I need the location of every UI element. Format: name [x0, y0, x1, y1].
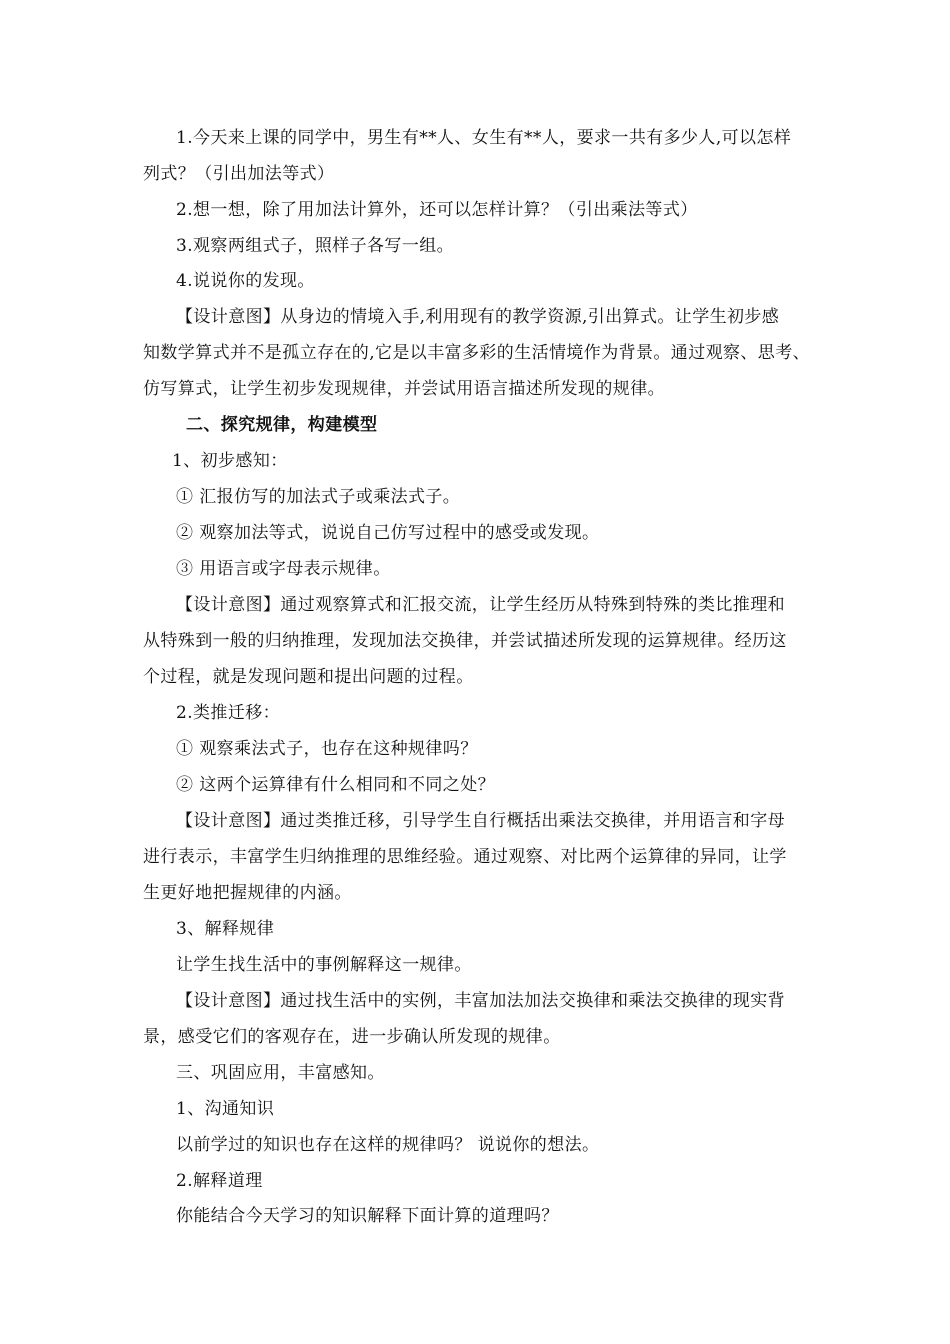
text-line: 你能结合今天学习的知识解释下面计算的道理吗？ [176, 1206, 559, 1226]
subsection-title: 1、初步感知： [172, 451, 288, 471]
list-item: ② 观察加法等式，说说自己仿写过程中的感受或发现。 [176, 523, 600, 543]
text-line: 4.说说你的发现。 [176, 271, 315, 291]
text-line: 列式？（引出加法等式） [143, 164, 335, 184]
subsection-title: 1、沟通知识 [176, 1099, 275, 1119]
text-line: 仿写算式，让学生初步发现规律，并尝试用语言描述所发现的规律。 [143, 379, 665, 399]
text-line: 让学生找生活中的事例解释这一规律。 [176, 955, 472, 975]
text-line: 景，感受它们的客观存在，进一步确认所发现的规律。 [143, 1027, 561, 1047]
text-line: 以前学过的知识也存在这样的规律吗？ 说说你的想法。 [176, 1135, 600, 1155]
text-line: 2.想一想，除了用加法计算外，还可以怎样计算？（引出乘法等式） [176, 200, 698, 220]
subsection-title: 3、解释规律 [176, 919, 275, 939]
list-item: ② 这两个运算律有什么相同和不同之处？ [176, 775, 496, 795]
text-line: 从特殊到一般的归纳推理，发现加法交换律，并尝试描述所发现的运算规律。经历这 [143, 631, 787, 651]
text-line: 3.观察两组式子，照样子各写一组。 [176, 236, 455, 256]
section-heading: 二、探究规律，构建模型 [186, 415, 378, 435]
design-intent-paragraph: 【设计意图】通过观察算式和汇报交流，让学生经历从特殊到特殊的类比推理和 [176, 595, 785, 615]
design-intent-paragraph: 【设计意图】通过类推迁移，引导学生自行概括出乘法交换律，并用语言和字母 [176, 811, 785, 831]
text-line: 个过程，就是发现问题和提出问题的过程。 [143, 667, 474, 687]
list-item: ① 观察乘法式子，也存在这种规律吗？ [176, 739, 478, 759]
text-line: 知数学算式并不是孤立存在的,它是以丰富多彩的生活情境作为背景。通过观察、思考、 [143, 343, 811, 363]
section-heading: 三、巩固应用，丰富感知。 [176, 1063, 385, 1083]
design-intent-paragraph: 【设计意图】从身边的情境入手,利用现有的教学资源,引出算式。让学生初步感 [176, 307, 780, 327]
text-line: 生更好地把握规律的内涵。 [143, 883, 352, 903]
list-item: ① 汇报仿写的加法式子或乘法式子。 [176, 487, 461, 507]
subsection-title: 2.解释道理 [176, 1171, 263, 1191]
text-line: 1.今天来上课的同学中，男生有**人、女生有**人，要求一共有多少人,可以怎样 [176, 128, 792, 148]
list-item: ③ 用语言或字母表示规律。 [176, 559, 391, 579]
text-line: 进行表示，丰富学生归纳推理的思维经验。通过观察、对比两个运算律的异同，让学 [143, 847, 787, 867]
subsection-title: 2.类推迁移： [176, 703, 281, 723]
design-intent-paragraph: 【设计意图】通过找生活中的实例，丰富加法加法交换律和乘法交换律的现实背 [176, 991, 785, 1011]
